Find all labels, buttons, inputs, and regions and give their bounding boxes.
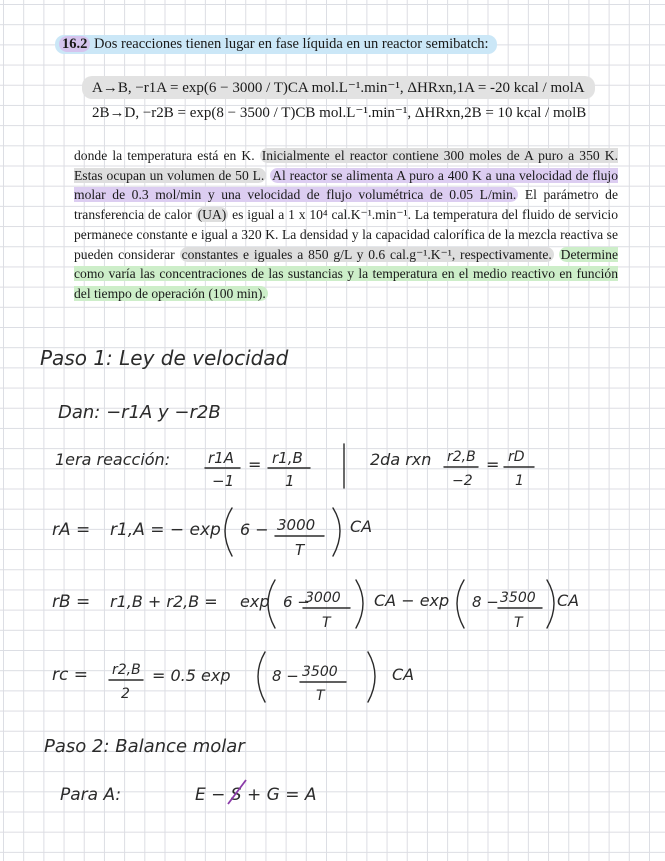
- frac-r2B-den: −2: [452, 473, 473, 489]
- para-s3: Al reactor se alimenta A puro a 400 K a una velocidad de flujo molar de 0.3 mol/min y una velocidad de flujo volumétrica de 0.05 L/min.: [74, 167, 618, 203]
- reaction-equation-2: 2B→D, −r2B = exp(8 − 3500 / T)CB mol.L⁻¹.min⁻¹, ΔHRxn,2B = 10 kcal / molB: [92, 105, 587, 121]
- rA-T: T: [295, 541, 305, 559]
- rB-CA: CA: [557, 591, 580, 610]
- rc-two: 2: [121, 686, 130, 702]
- rA-3000: 3000: [277, 516, 316, 534]
- para-s4: El parámetro de transferencia de calor: [74, 187, 618, 223]
- rB-six: 6 −: [283, 593, 310, 611]
- paso2-heading: Paso 2: Balance molar: [44, 736, 245, 757]
- para-s2: Inicialmente el reactor contiene 300 moles de A puro a 350 K. Estas ocupan un volumen de 50 L.: [74, 148, 618, 183]
- svg-text:=: =: [486, 455, 500, 474]
- rB-lhs: rB =: [52, 592, 91, 612]
- problem-title-text: Dos reacciones tienen lugar en fase líquida en un reactor semibatch:: [94, 36, 489, 52]
- frac-r1A-num: r1A: [208, 449, 234, 467]
- problem-number: 16.2: [59, 36, 90, 52]
- rB-3500: 3500: [500, 590, 536, 606]
- rc-3500: 3500: [302, 664, 338, 680]
- frac-r2B-num: r2,B: [447, 449, 476, 465]
- rB-minus-exp: CA − exp: [374, 591, 450, 610]
- molar-balance: E − S + G = A: [195, 785, 317, 805]
- paso1-heading: Paso 1: Ley de velocidad: [40, 346, 289, 370]
- paren-open-4: [258, 652, 265, 702]
- rA-CA: CA: [350, 517, 373, 536]
- rA-six: 6 −: [240, 520, 269, 539]
- para-A-label: Para A:: [60, 785, 122, 805]
- segunda-reaccion-label: 2da rxn: [370, 450, 432, 469]
- paren-close-4: [368, 652, 375, 702]
- para-s6: es igual a 1 x 10⁴ cal.K⁻¹.min⁻¹. La temperatura del fluido de servicio permanece constante e igual a 320 K. La densidad y la capacidad calorífica de la mezcla reactiva se pueden considerar: [74, 207, 618, 262]
- frac-rD-num: rD: [508, 449, 525, 465]
- paren-close-2: [356, 580, 363, 628]
- rc-lhs: rc =: [52, 665, 88, 685]
- svg-text:=: =: [248, 455, 262, 474]
- paren-close-1: [333, 508, 340, 556]
- rB-T-2: T: [514, 615, 523, 631]
- rB-mid: r1,B + r2,B =: [110, 592, 218, 611]
- frac-r1B-num: r1,B: [272, 449, 303, 467]
- frac-r1B-den: 1: [285, 472, 295, 490]
- frac-r1A-den: −1: [212, 472, 235, 490]
- paren-close-3: [547, 580, 554, 628]
- para-s1: donde la temperatura está en K.: [74, 148, 255, 163]
- para-s5: (UA): [197, 207, 227, 223]
- rB-T-1: T: [322, 615, 331, 631]
- rc-CA: CA: [392, 665, 415, 684]
- rA-lhs: rA =: [52, 520, 91, 540]
- rB-3000: 3000: [305, 590, 341, 606]
- rB-exp-1: exp: [240, 592, 270, 611]
- paren-open-1: [225, 508, 232, 556]
- frac-rD-den: 1: [515, 473, 524, 489]
- rc-rhs: = 0.5 exp: [152, 666, 231, 685]
- rA-rhs: r1,A = − exp: [110, 520, 221, 540]
- rc-T: T: [316, 688, 325, 704]
- paren-open-3: [457, 580, 464, 628]
- para-s7: constantes e iguales a 850 g/L y 0.6 cal.g⁻¹.K⁻¹, respectivamente.: [181, 246, 552, 262]
- rc-eight: 8 −: [272, 667, 299, 685]
- dan-line: Dan: −r1A y −r2B: [58, 402, 221, 423]
- reaction-equation-1: A→B, −r1A = exp(6 − 3000 / T)CA mol.L⁻¹.min⁻¹, ΔHRxn,1A = -20 kcal / molA: [82, 76, 595, 99]
- rB-eight: 8 −: [472, 593, 499, 611]
- rc-r2B: r2,B: [112, 662, 141, 678]
- primera-reaccion-label: 1era reacción:: [55, 450, 171, 469]
- para-s8: Determine como varía las concentraciones de las sustancias y la temperatura en el medio reactivo en función del tiempo de operación (100 min).: [74, 246, 618, 301]
